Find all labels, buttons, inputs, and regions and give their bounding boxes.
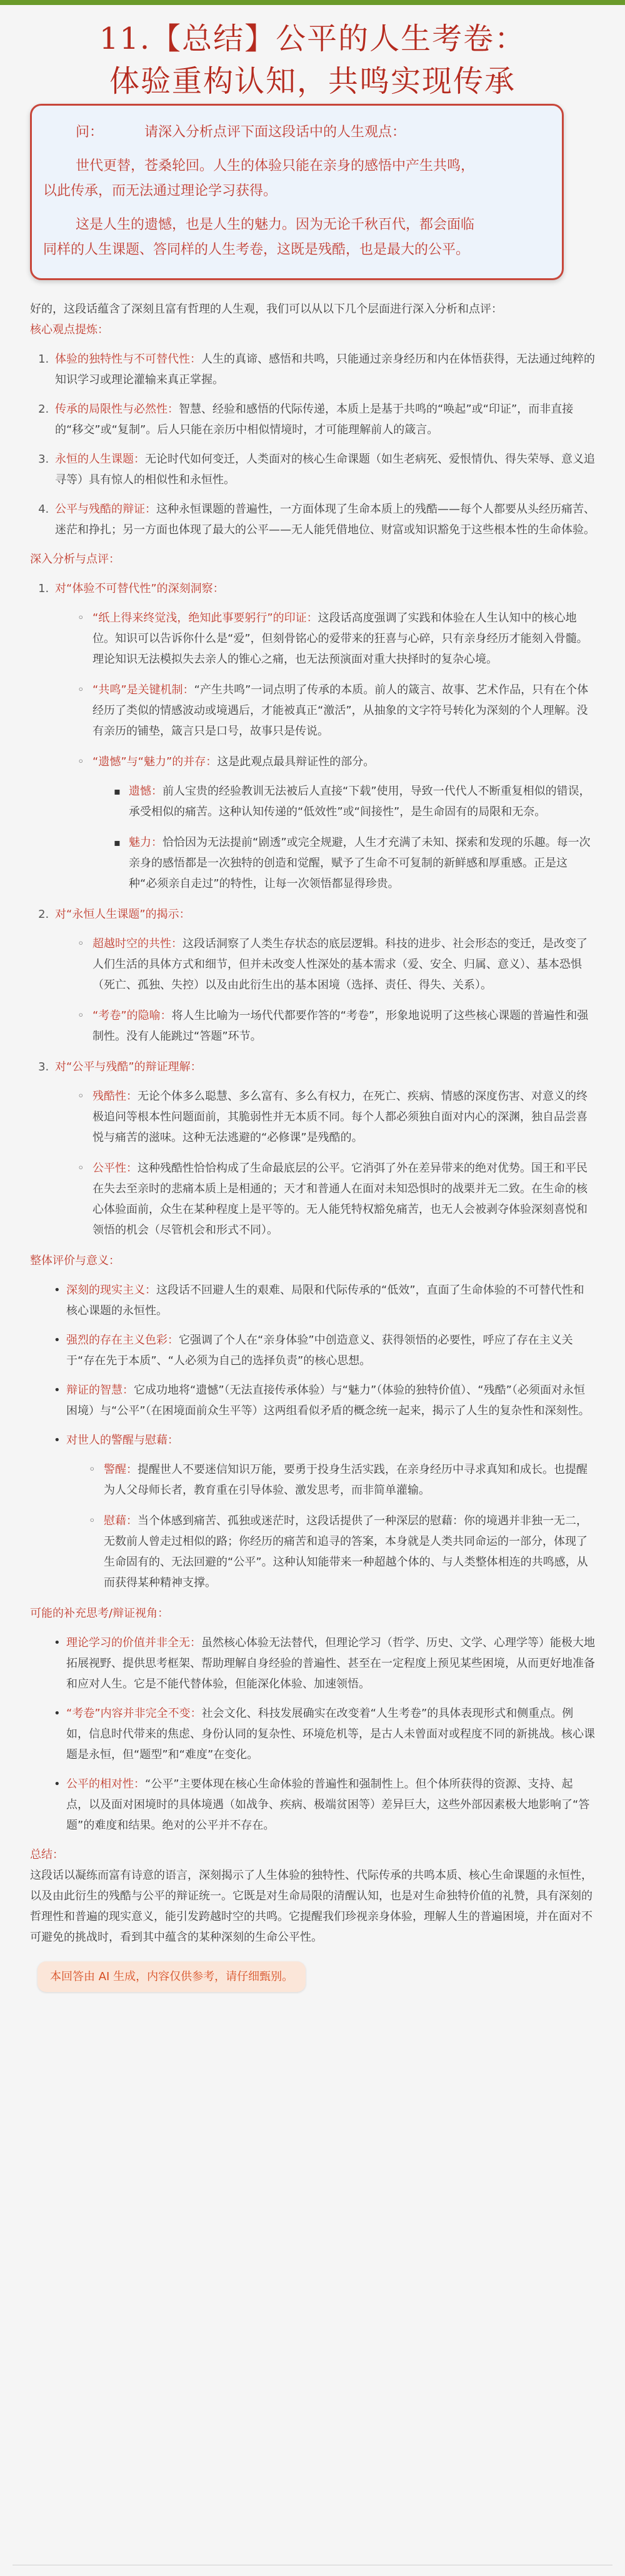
section-heading-analysis: 深入分析与点评：	[30, 553, 120, 566]
analysis-list	[52, 578, 595, 1240]
subsection-title: 对“公平与残酷”的辩证理解：	[55, 1060, 202, 1074]
top-accent-bar	[0, 0, 625, 5]
question-line-2: 世代更替，苍桑轮回。人生的体验只能在亲身的感悟中产生共鸣，	[76, 158, 475, 174]
list-item	[52, 1380, 595, 1421]
sub-list	[76, 933, 595, 1047]
section-heading-supplement: 可能的补充思考/辩证视角：	[30, 1607, 169, 1620]
page-title	[0, 18, 625, 103]
item-term: 残酷性：	[92, 1090, 138, 1103]
item-term: 对世人的警醒与慰藉：	[66, 1434, 179, 1447]
list-item	[52, 449, 595, 490]
question-line-4: 这是人生的遗憾，也是人生的魅力。因为无论千秋百代，都会面临	[76, 217, 475, 233]
sub-list	[88, 1459, 595, 1593]
item-term: 理论学习的价值并非全无：	[66, 1636, 201, 1649]
list-item	[88, 1459, 595, 1501]
sub-list	[76, 1086, 595, 1240]
list-item	[52, 399, 595, 440]
item-term: 魅力：	[129, 836, 162, 849]
nested-list	[111, 781, 595, 894]
list-item	[111, 781, 595, 822]
list-item	[76, 680, 595, 742]
question-line-3: 以此传承，而无法通过理论学习获得。	[43, 183, 278, 199]
list-item	[52, 578, 595, 894]
item-term: 体验的独特性与不可替代性：	[55, 353, 201, 366]
list-item	[52, 499, 595, 540]
title-line-1: 11.【总结】公平的人生考卷：	[99, 21, 526, 56]
question-line-5: 同样的人生课题、答同样的人生考卷，这既是残酷，也是最大的公平。	[43, 242, 470, 258]
item-text: 无论个体多么聪慧、多么富有、多么有权力，在死亡、疾病、情感的深度伤害、对意义的终极追问等根本性问题面前，其脆弱性并无本质不同。每个人都必须独自面对内心的深渊，独自品尝喜悦与痛苦的滋味。这种无法逃避的“必修课”是残酷的。	[92, 1090, 588, 1144]
item-term: “共鸣”是关键机制：	[92, 683, 194, 697]
item-text: 恰恰因为无法提前“剧透”或完全规避，人生才充满了未知、探索和发现的乐趣。每一次亲身的感悟都是一次独特的创造和觉醒，赋予了生命不可复制的新鲜感和厚重感。正是这种“必须亲自走过”的特性，让每一次领悟都显得珍贵。	[129, 836, 591, 890]
list-item	[52, 1057, 595, 1240]
section-heading-conclusion: 总结：	[30, 1848, 64, 1861]
item-text: 这种永恒课题的普遍性，一方面体现了生命本质上的残酷——每个人都要从头经历痛苦、迷茫和挣扎；另一方面也体现了最大的公平——无人能凭借地位、财富或知识豁免于这些根本性的生命体验。	[55, 503, 595, 536]
ai-disclaimer-badge: 本回答由 AI 生成，内容仅供参考，请仔细甄别。	[38, 1961, 306, 1992]
item-text: 这是此观点最具辩证性的部分。	[217, 755, 375, 768]
list-item	[52, 349, 595, 390]
list-item	[88, 1511, 595, 1593]
answer-content	[30, 299, 595, 1992]
item-term: 永恒的人生课题：	[55, 453, 145, 466]
list-item	[76, 1005, 595, 1047]
item-text: 它强调了个人在“亲身体验”中创造意义、获得领悟的必要性，呼应了存在主义关于“存在先于本质”、“人必须为自己的选择负责”的核心思想。	[66, 1334, 573, 1367]
list-item	[52, 1774, 595, 1836]
list-item	[52, 1633, 595, 1694]
list-item	[76, 752, 595, 894]
title-line-2: 体验重构认知，共鸣实现传承	[109, 64, 516, 99]
list-item	[111, 832, 595, 894]
item-term: 警醒：	[104, 1463, 138, 1476]
item-text: 将人生比喻为一场代代都要作答的“考卷”，形象地说明了这些核心课题的普遍性和强制性。没有人能跳过“答题”环节。	[92, 1009, 589, 1043]
item-text: 这段话高度强调了实践和体验在人生认知中的核心地位。知识可以告诉你什么是“爱”，但刻骨铭心的爱带来的狂喜与心碎，只有亲身经历才能刻入骨髓。理论知识无法模拟失去亲人的锥心之痛，也无法预演面对重大抉择时的复杂心境。	[92, 611, 588, 666]
item-term: 辩证的智慧：	[66, 1384, 134, 1397]
list-item	[76, 1086, 595, 1148]
item-text: 社会文化、科技发展确实在改变着“人生考卷”的具体表现形式和侧重点。例如，信息时代带来的焦虑、身份认同的复杂性、环境危机等，是古人未曾面对或程度不同的新挑战。核心课题是永恒，但“题型”和“难度”在变化。	[66, 1707, 595, 1761]
item-text: 它成功地将“遗憾”（无法直接传承体验）与“魅力”（体验的独特价值）、“残酷”（必须面对永恒困境）与“公平”（在困境面前众生平等）这两组看似矛盾的概念统一起来，揭示了人生的复杂性和深刻性。	[66, 1384, 590, 1417]
question-box	[30, 104, 564, 280]
item-term: 强烈的存在主义色彩：	[66, 1334, 179, 1347]
item-term: “考卷”内容并非完全不变：	[66, 1707, 202, 1720]
item-term: 超越时空的共性：	[92, 937, 182, 950]
item-text: “产生共鸣”一词点明了传承的本质。前人的箴言、故事、艺术作品，只有在个体经历了类似的情感波动或境遇后，才能被真正“激活”，从抽象的文字符号转化为深刻的个人理解。没有亲历的铺垫，箴言只是口号，故事只是传说。	[92, 683, 589, 738]
list-item	[52, 904, 595, 1047]
list-item	[52, 1280, 595, 1321]
intro-text: 好的，这段话蕴含了深刻且富有哲理的人生观，我们可以从以下几个层面进行深入分析和点评：	[30, 303, 502, 316]
item-text: 人生的真谛、感悟和共鸣，只能通过亲身经历和内在体悟获得，无法通过纯粹的知识学习或理论灌输来真正掌握。	[55, 353, 595, 386]
item-term: 慰藉：	[104, 1514, 138, 1527]
list-item	[76, 608, 595, 670]
item-text: 提醒世人不要迷信知识万能，要勇于投身生活实践，在亲身经历中寻求真知和成长。也提醒为人父母师长者，教育重在引导体验、激发思考，而非简单灌输。	[104, 1463, 588, 1497]
subsection-title: 对“体验不可替代性”的深刻洞察：	[55, 582, 224, 595]
item-term: “遗憾”与“魅力”的并存：	[92, 755, 218, 768]
item-text: 这段话不回避人生的艰难、局限和代际传承的“低效”，直面了生命体验的不可替代性和核心课题的永恒性。	[66, 1284, 584, 1317]
item-term: 深刻的现实主义：	[66, 1284, 156, 1297]
item-text: 这段话洞察了人类生存状态的底层逻辑。科技的进步、社会形态的变迁，是改变了人们生活的具体方式和细节，但并未改变人性深处的基本需求（爱、安全、归属、意义）、基本恐惧（死亡、孤独、失控）以及由此衍生出的基本困境（选择、责任、得失、关系）。	[92, 937, 588, 992]
item-term: 公平与残酷的辩证：	[55, 503, 156, 516]
list-item	[76, 1158, 595, 1240]
item-text: 当个体感到痛苦、孤独或迷茫时，这段话提供了一种深层的慰藉：你的境遇并非独一无二，无数前人曾走过相似的路；你经历的痛苦和追寻的答案，本身就是人类共同命运的一部分，体现了生命固有的、无法回避的“公平”。这种认知能带来一种超越个体的、与人类整体相连的共鸣感，从而获得某种精神支撑。	[104, 1514, 588, 1589]
item-term: “纸上得来终觉浅，绝知此事要躬行”的印证：	[92, 611, 318, 625]
item-text: 前人宝贵的经验教训无法被后人直接“下载”使用，导致一代代人不断重复相似的错误，承受相似的痛苦。这种认知传递的“低效性”或“间接性”，是生命固有的局限和无奈。	[129, 785, 591, 818]
item-text: 虽然核心体验无法替代，但理论学习（哲学、历史、文学、心理学等）能极大地拓展视野、提供思考框架、帮助理解自身经验的普遍性、甚至在一定程度上预见某些困境，从而更好地准备和应对人生。它是不能代替体验，但能深化体验、加速领悟。	[66, 1636, 595, 1691]
item-term: 遗憾：	[129, 785, 162, 798]
question-line-1: 请深入分析点评下面这段话中的人生观点：	[144, 124, 406, 140]
conclusion-text: 这段话以凝练而富有诗意的语言，深刻揭示了人生体验的独特性、代际传承的共鸣本质、核心生命课题的永恒性，以及由此衍生的残酷与公平的辩证统一。它既是对生命局限的清醒认知，也是对生命独特价值的礼赞，具有深刻的哲理性和普遍的现实意义，能引发跨越时空的共鸣。它提醒我们珍视亲身体验，理解人生的普遍困境，并在面对不可避免的挑战时，看到其中蕴含的某种深刻的生命公平性。	[30, 1869, 592, 1944]
question-label: 问：	[76, 124, 104, 140]
item-term: “考卷”的隐喻：	[92, 1009, 172, 1022]
item-text: “公平”主要体现在核心生命体验的普遍性和强制性上。但个体所获得的资源、支持、起点，以及面对困境时的具体境遇（如战争、疾病、极端贫困等）差异巨大，这些外部因素极大地影响了“答题”的难度和结果。绝对的公平并不存在。	[66, 1778, 590, 1832]
item-text: 智慧、经验和感悟的代际传递，本质上是基于共鸣的“唤起”或“印证”，而非直接的“移交”或“复制”。后人只能在亲历中相似情境时，才可能理解前人的箴言。	[55, 403, 574, 436]
sub-list	[76, 608, 595, 894]
subsection-title: 对“永恒人生课题”的揭示：	[55, 908, 191, 921]
section-heading-evaluation: 整体评价与意义：	[30, 1254, 120, 1267]
item-term: 传承的局限性与必然性：	[55, 403, 179, 416]
list-item	[52, 1330, 595, 1371]
section-heading-core: 核心观点提炼：	[30, 323, 109, 336]
evaluation-list	[52, 1280, 595, 1593]
list-item	[76, 933, 595, 995]
supplement-list	[52, 1633, 595, 1836]
list-item	[52, 1430, 595, 1593]
item-text: 这种残酷性恰恰构成了生命最底层的公平。它消弭了外在差异带来的绝对优势。国王和平民在失去至亲时的悲痛本质上是相通的；天才和普通人在面对未知恐惧时的战栗并无二致。在生命的核心体验面前，众生在某种程度上是平等的。无人能凭特权豁免痛苦，也无人会被剥夺体验深刻喜悦和领悟的机会（尽管机会和形式不同）。	[92, 1162, 588, 1237]
list-item	[52, 1703, 595, 1765]
core-list	[52, 349, 595, 540]
item-term: 公平的相对性：	[66, 1778, 145, 1791]
item-term: 公平性：	[92, 1162, 138, 1175]
item-text: 无论时代如何变迁，人类面对的核心生命课题（如生老病死、爱恨情仇、得失荣辱、意义追寻等）具有惊人的相似性和永恒性。	[55, 453, 595, 486]
